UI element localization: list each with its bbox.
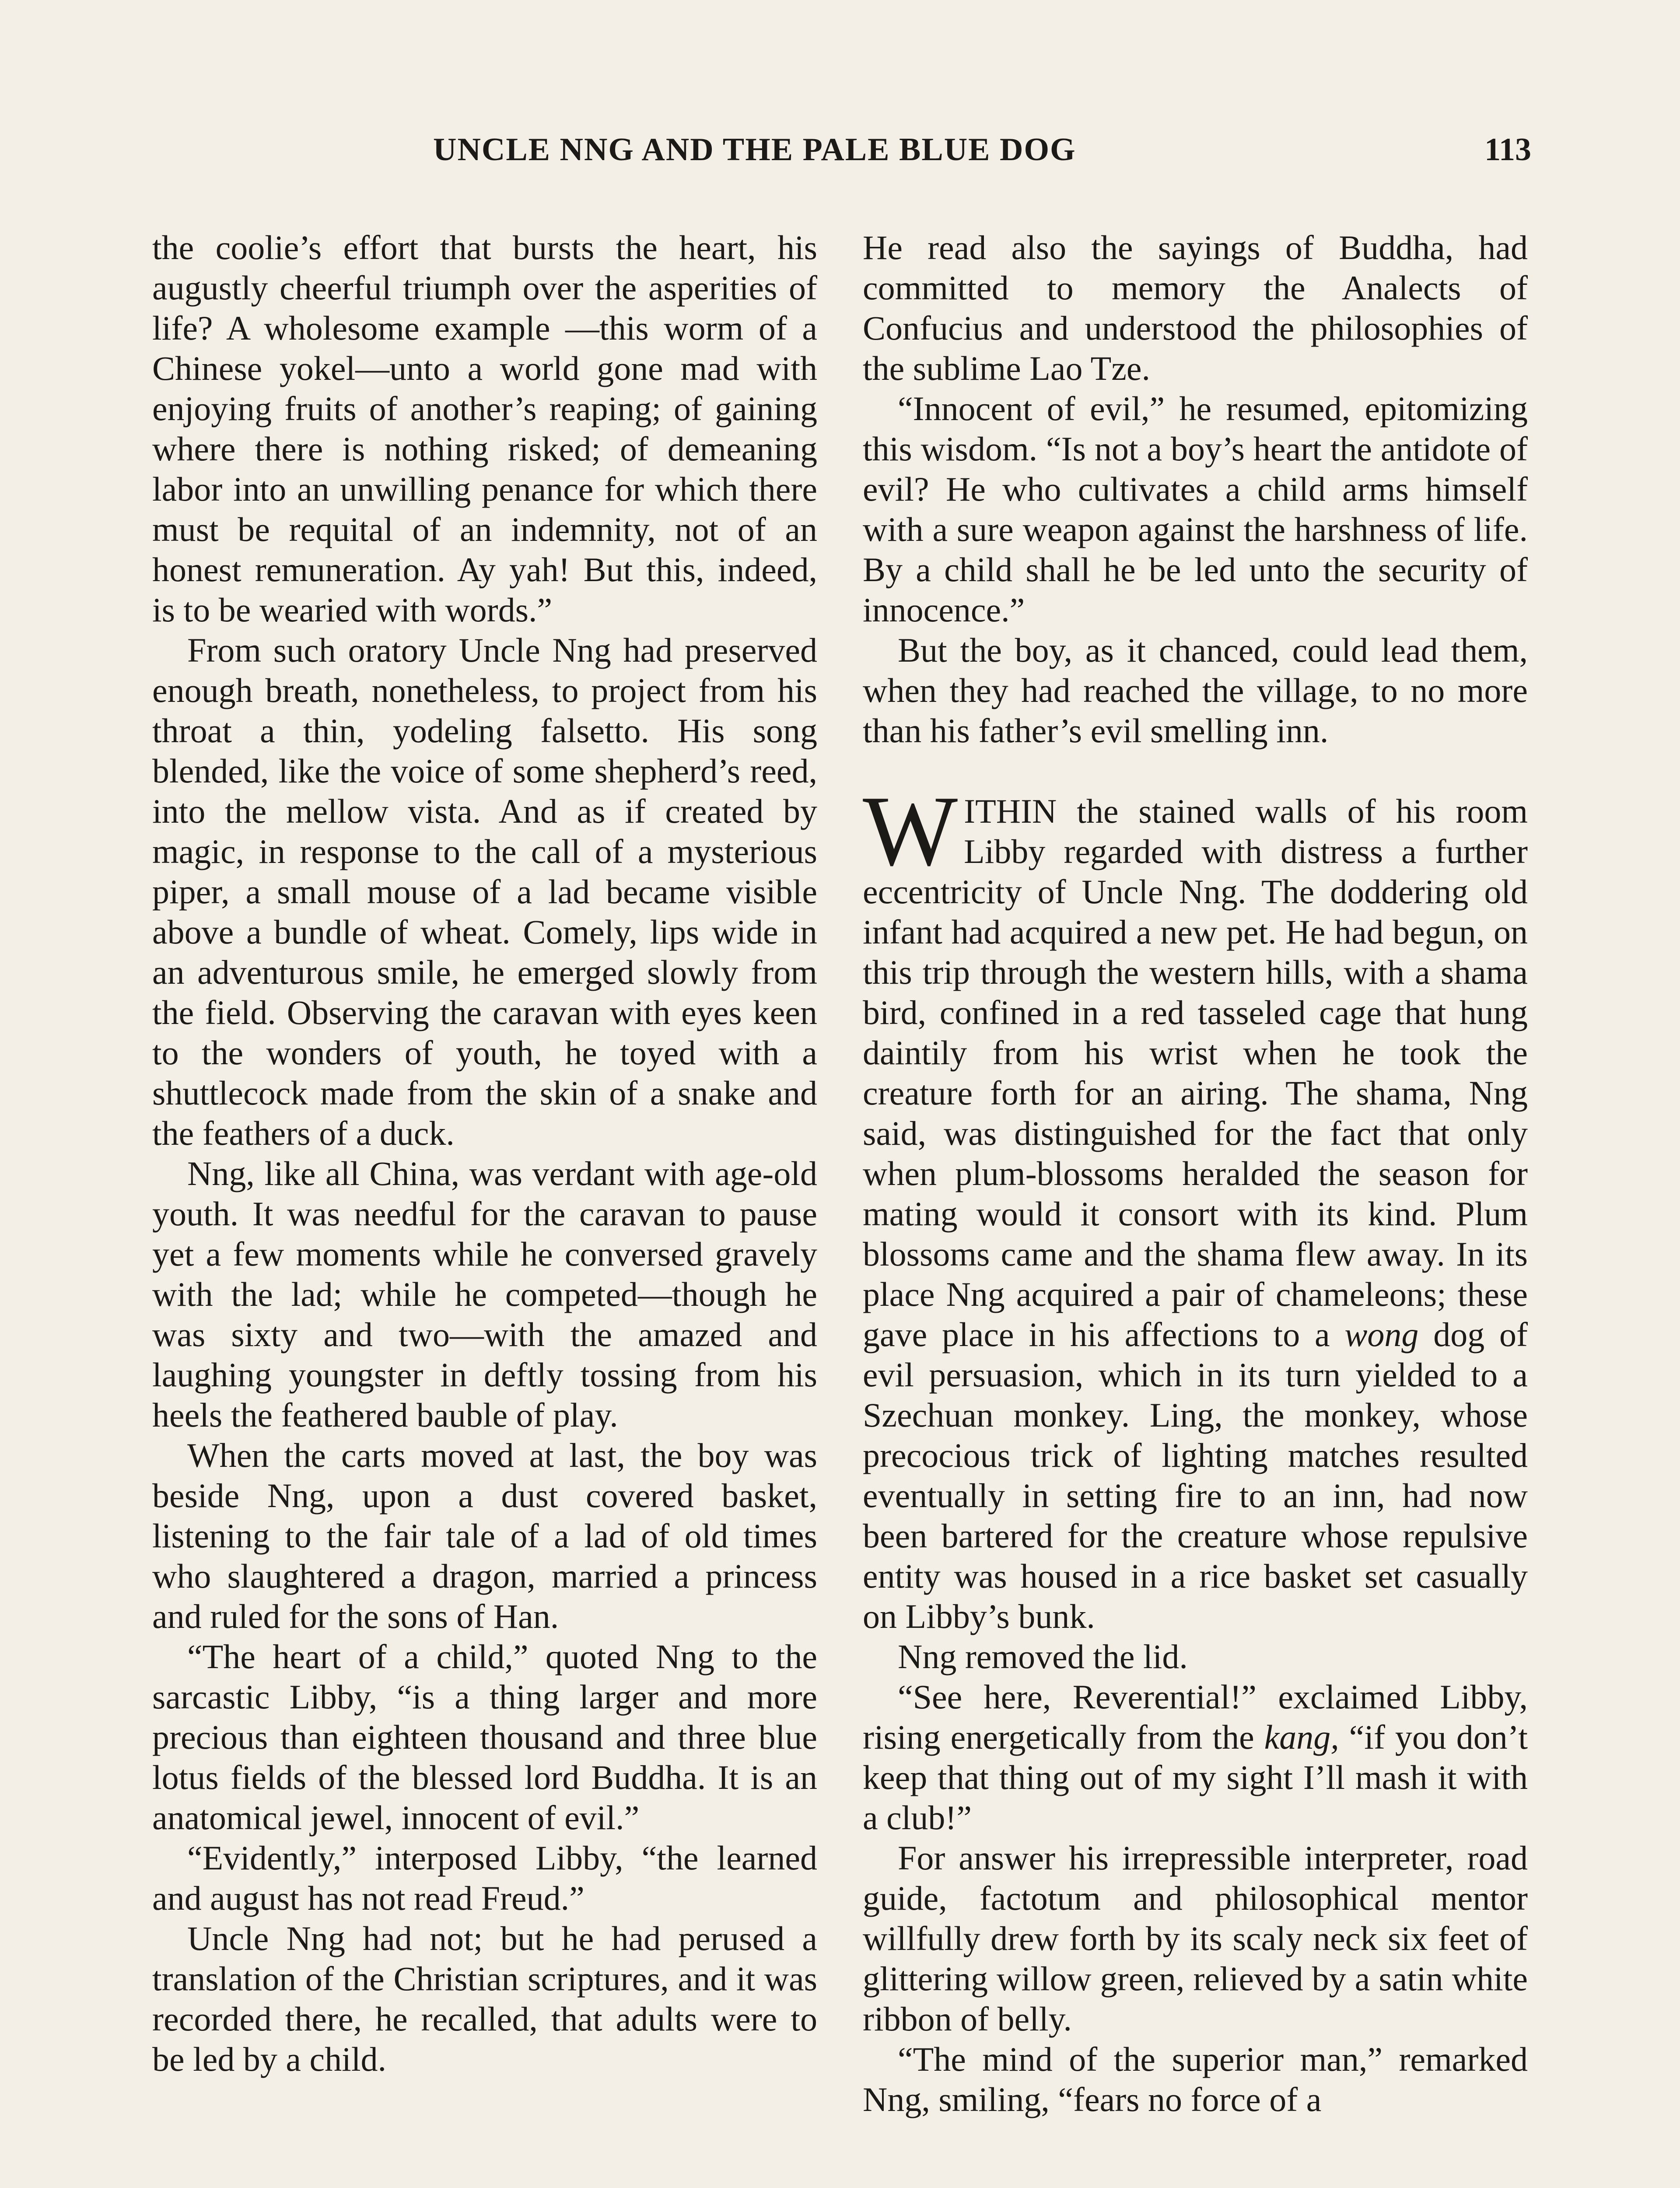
paragraph: Uncle Nng had not; but he had perused a translation of the Christian scriptures, and it was recorded there, he recalled, that adults were to be led by a child.: [152, 1919, 817, 2078]
paragraph: “The mind of the superior man,” remarked Nng, smiling, “fears no force of a: [863, 2040, 1528, 2118]
paragraph: the coolie’s effort that bursts the heart, his augustly cheerful triumph over the asperities of life? A wholesome example —this worm of a Chinese yokel—unto a world gone mad with enjoying fruits of another’s reaping; of gaining where there is nothing risked; of demeaning labor into an unwilling penance for which there must be requital of an indemnity, not of an honest remuneration. Ay yah! But this, indeed, is to be wearied with words.”: [152, 228, 817, 629]
running-head: [153, 131, 1531, 179]
paragraph: Nng removed the lid.: [898, 1637, 1188, 1676]
paragraph: For answer his irrepressible interpreter, road guide, factotum and philosophical mentor willfully drew forth by its scaly neck six feet of glittering willow green, relieved by a satin white ribbon of belly.: [863, 1839, 1528, 2038]
paragraph: “The heart of a child,” quoted Nng to the sarcastic Libby, “is a thing larger and more precious than eighteen thousand and three blue lotus fields of the blessed lord Buddha. It is an anatomical jewel, innocent of evil.”: [152, 1637, 817, 1837]
paragraph-text: ITHIN the stained walls of his room Libby regarded with distress a further eccentricity of Uncle Nng. The doddering old infant had acquired a new pet. He had begun, on this trip through the western hills, with a shama bird, confined in a red tasseled cage that hung daintily from his wrist when he took the creature forth for an airing. The shama, Nng said, was distinguished for the fact that only when plum-blossoms heralded the season for mating would it consort with its kind. Plum blossoms came and the shama flew away. In its place Nng acquired a pair of chameleons; these gave place in his affections to a: [863, 792, 1528, 1353]
section-opening-paragraph: [863, 775, 1528, 1637]
paragraph: Nng, like all China, was verdant with age-old youth. It was needful for the caravan to pause yet a few moments while he conversed gravely with the lad; while he competed—though he was sixty and two—with the amazed and laughing youngster in deftly tossing from his heels the feathered bauble of play.: [152, 1154, 817, 1434]
paragraph: But the boy, as it chanced, could lead them, when they had reached the village, to no more than his father’s evil smelling inn.: [863, 631, 1528, 750]
paragraph: He read also the sayings of Buddha, had committed to memory the Analects of Confucius and understood the philosophies of the sublime Lao Tze.: [863, 228, 1528, 387]
italic-term: kang,: [1264, 1718, 1339, 1756]
paragraph: “Evidently,” interposed Libby, “the learned and august has not read Freud.”: [152, 1839, 817, 1917]
paragraph: From such oratory Uncle Nng had preserved enough breath, nonetheless, to project from his throat a thin, yodeling falsetto. His song blended, like the voice of some shepherd’s reed, into the mellow vista. And as if created by magic, in response to the call of a mysterious piper, a small mouse of a lad became visible above a bundle of wheat. Comely, lips wide in an adventurous smile, he emerged slowly from the field. Observing the caravan with eyes keen to the wonders of youth, he toyed with a shuttlecock made from the skin of a snake and the feathers of a duck.: [152, 631, 817, 1152]
paragraph-text: “See here, Reverential!” exclaimed Libby, rising energetically from the: [863, 1678, 1528, 1756]
drop-cap: W: [863, 775, 958, 887]
paragraph: [863, 1677, 1528, 1838]
right-column: [863, 228, 1528, 2120]
running-title: UNCLE NNG AND THE PALE BLUE DOG: [433, 132, 1076, 168]
page-number: 113: [1484, 132, 1531, 168]
paragraph: “Innocent of evil,” he resumed, epitomizing this wisdom. “Is not a boy’s heart the antidote of evil? He who cultivates a child arms himself with a sure weapon against the harshness of life. By a child shall he be led unto the security of innocence.”: [863, 389, 1528, 629]
italic-term: wong: [1344, 1315, 1419, 1353]
left-column: [152, 228, 817, 2079]
paragraph-text: “if you don’t keep that thing out of my sight I’ll mash it with a club!”: [863, 1718, 1528, 1837]
paragraph: When the carts moved at last, the boy was beside Nng, upon a dust covered basket, listening to the fair tale of a lad of old times who slaughtered a dragon, married a princess and ruled for the sons of Han.: [152, 1436, 817, 1635]
paragraph-text: dog of evil persuasion, which in its turn yielded to a Szechuan monkey. Ling, the monkey, whose precocious trick of lighting matches resulted eventually in setting fire to an inn, had now been bartered for the creature whose repulsive entity was housed in a rice basket set casually on Libby’s bunk.: [863, 1315, 1528, 1635]
